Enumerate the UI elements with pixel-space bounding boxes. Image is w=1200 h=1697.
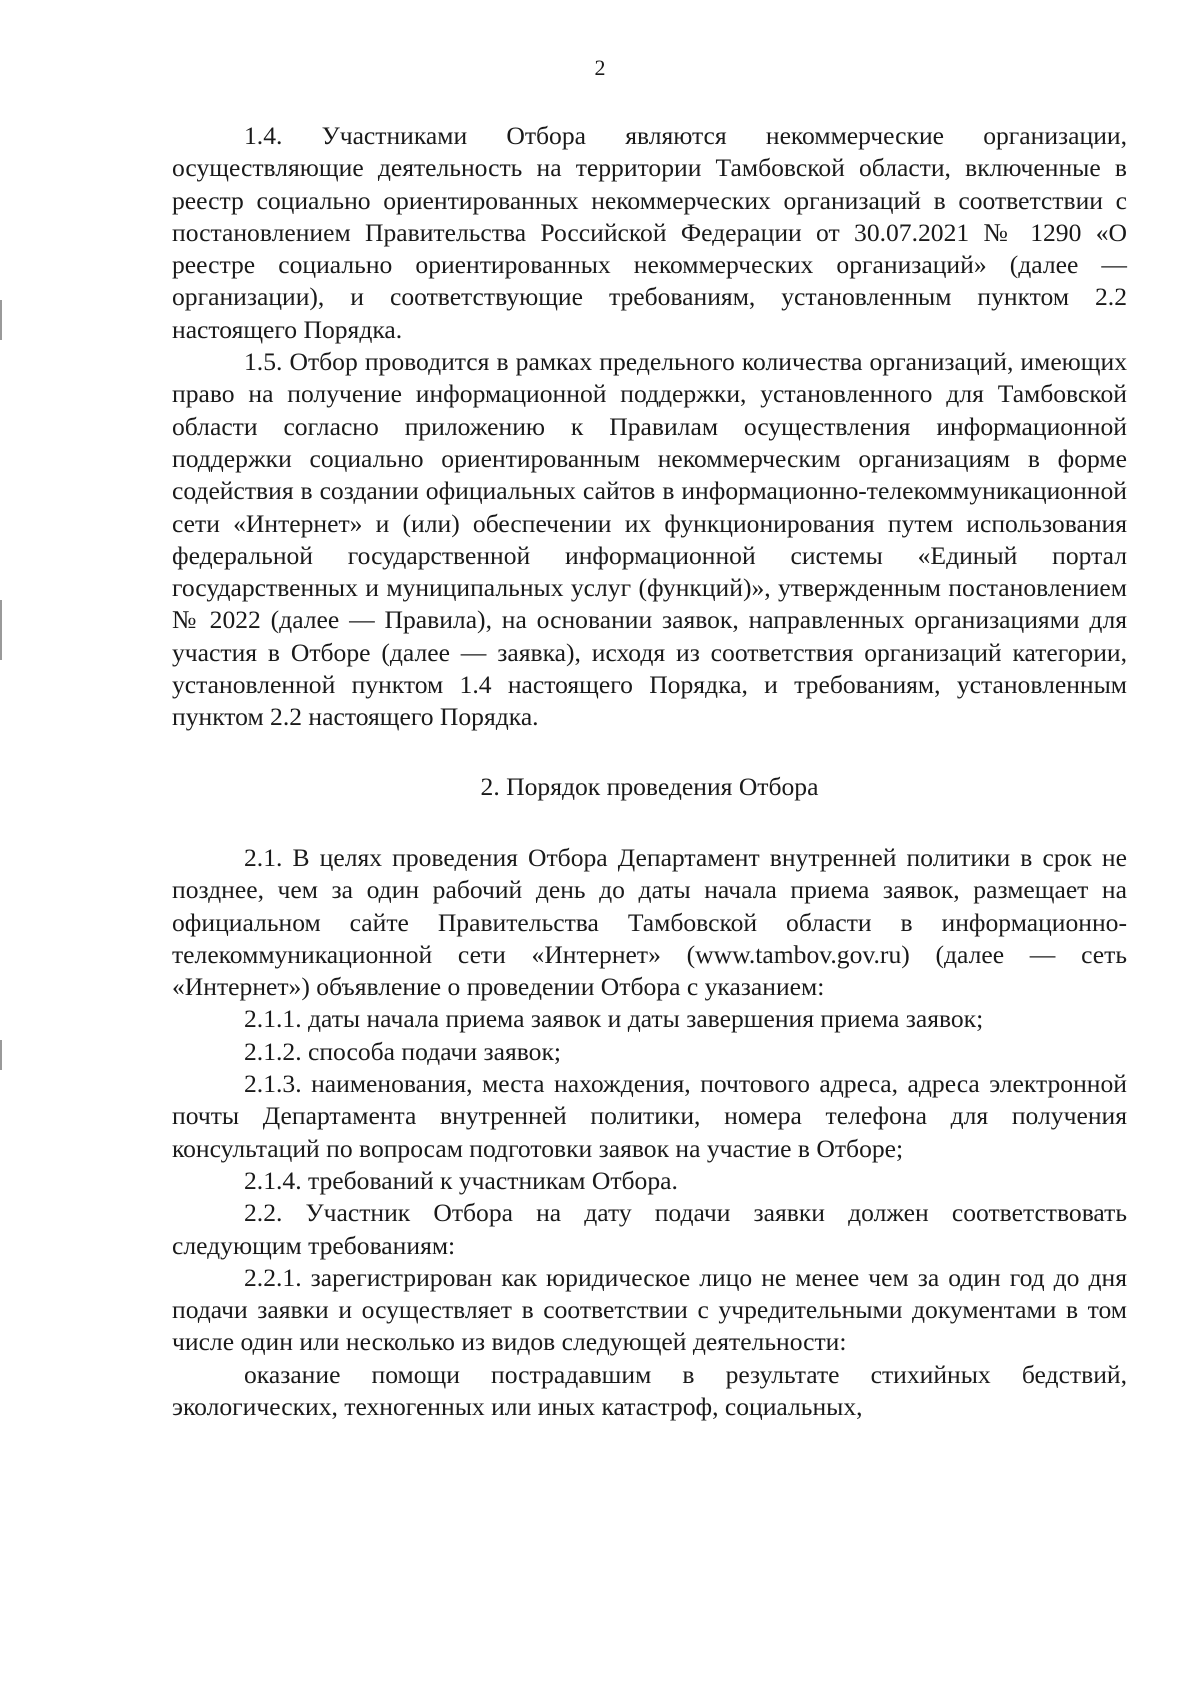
paragraph-help-list: оказание помощи пострадавшим в результате стихийных бедствий, экологических, техногенных или иных катастроф, социальных,	[172, 1359, 1127, 1421]
page-number: 2	[594, 55, 606, 80]
scan-artifact	[0, 600, 2, 660]
paragraph-1-5: 1.5. Отбор проводится в рамках предельного количества организаций, имеющих право на получение информационной поддержки, установленного для Тамбовской области согласно приложению к Правилам осуществления информационной поддержки социально ориентированным некоммерческим организациям в форме содействия в создании официальных сайтов в информационно-телекоммуникационной сети «Интернет» и (или) обеспечении их функционирования путем использования федеральной государственной информационной системы «Единый портал государственных и муниципальных услуг (функций)», утвержденным постановлением № 2022 (далее — Правила), на основании заявок, направленных организациями для участия в Отборе (далее — заявка), исходя из соответствия организаций категории, установленной пунктом 1.4 настоящего Порядка, и требованиям, установленным пунктом 2.2 настоящего Порядка.	[172, 347, 1127, 732]
scan-artifact	[0, 1040, 2, 1070]
paragraph-2-1: 2.1. В целях проведения Отбора Департамент внутренней политики в срок не позднее, чем за один рабочий день до даты начала приема заявок, размещает на официальном сайте Правительства Тамбовской области в информационно-телекоммуникационной сети «Интернет» (www.tambov.gov.ru) (далее — сеть «Интернет») объявление о проведении Отбора с указанием:	[172, 842, 1127, 1002]
paragraph-2-2: 2.2. Участник Отбора на дату подачи заявки должен соответствовать следующим требованиям:	[172, 1198, 1127, 1260]
scan-artifact	[0, 300, 2, 340]
document-body	[172, 120, 1127, 1423]
section-heading: 2. Порядок проведения Отбора	[480, 771, 819, 801]
paragraph-2-1-2: 2.1.2. способа подачи заявок;	[244, 1036, 561, 1066]
paragraph-1-4: 1.4. Участниками Отбора являются некоммерческие организации, осуществляющие деятельность на территории Тамбовской области, включенные в реестр социально ориентированных некоммерческих организаций в соответствии с постановлением Правительства Российской Федерации от 30.07.2021 № 1290 «О реестре социально ориентированных некоммерческих организаций» (далее — организации), и соответствующие требованиям, установленным пунктом 2.2 настоящего Порядка.	[172, 121, 1127, 344]
paragraph-2-1-1: 2.1.1. даты начала приема заявок и даты завершения приема заявок;	[244, 1004, 984, 1034]
paragraph-2-2-1: 2.2.1. зарегистрирован как юридическое лицо не менее чем за один год до дня подачи заявки и осуществляет в соответствии с учредительными документами в том числе один или несколько из видов следующей деятельности:	[172, 1262, 1127, 1357]
paragraph-2-1-4: 2.1.4. требований к участникам Отбора.	[244, 1165, 678, 1195]
paragraph-2-1-3: 2.1.3. наименования, места нахождения, почтового адреса, адреса электронной почты Департамента внутренней политики, номера телефона для получения консультаций по вопросам подготовки заявок на участие в Отборе;	[172, 1069, 1127, 1163]
